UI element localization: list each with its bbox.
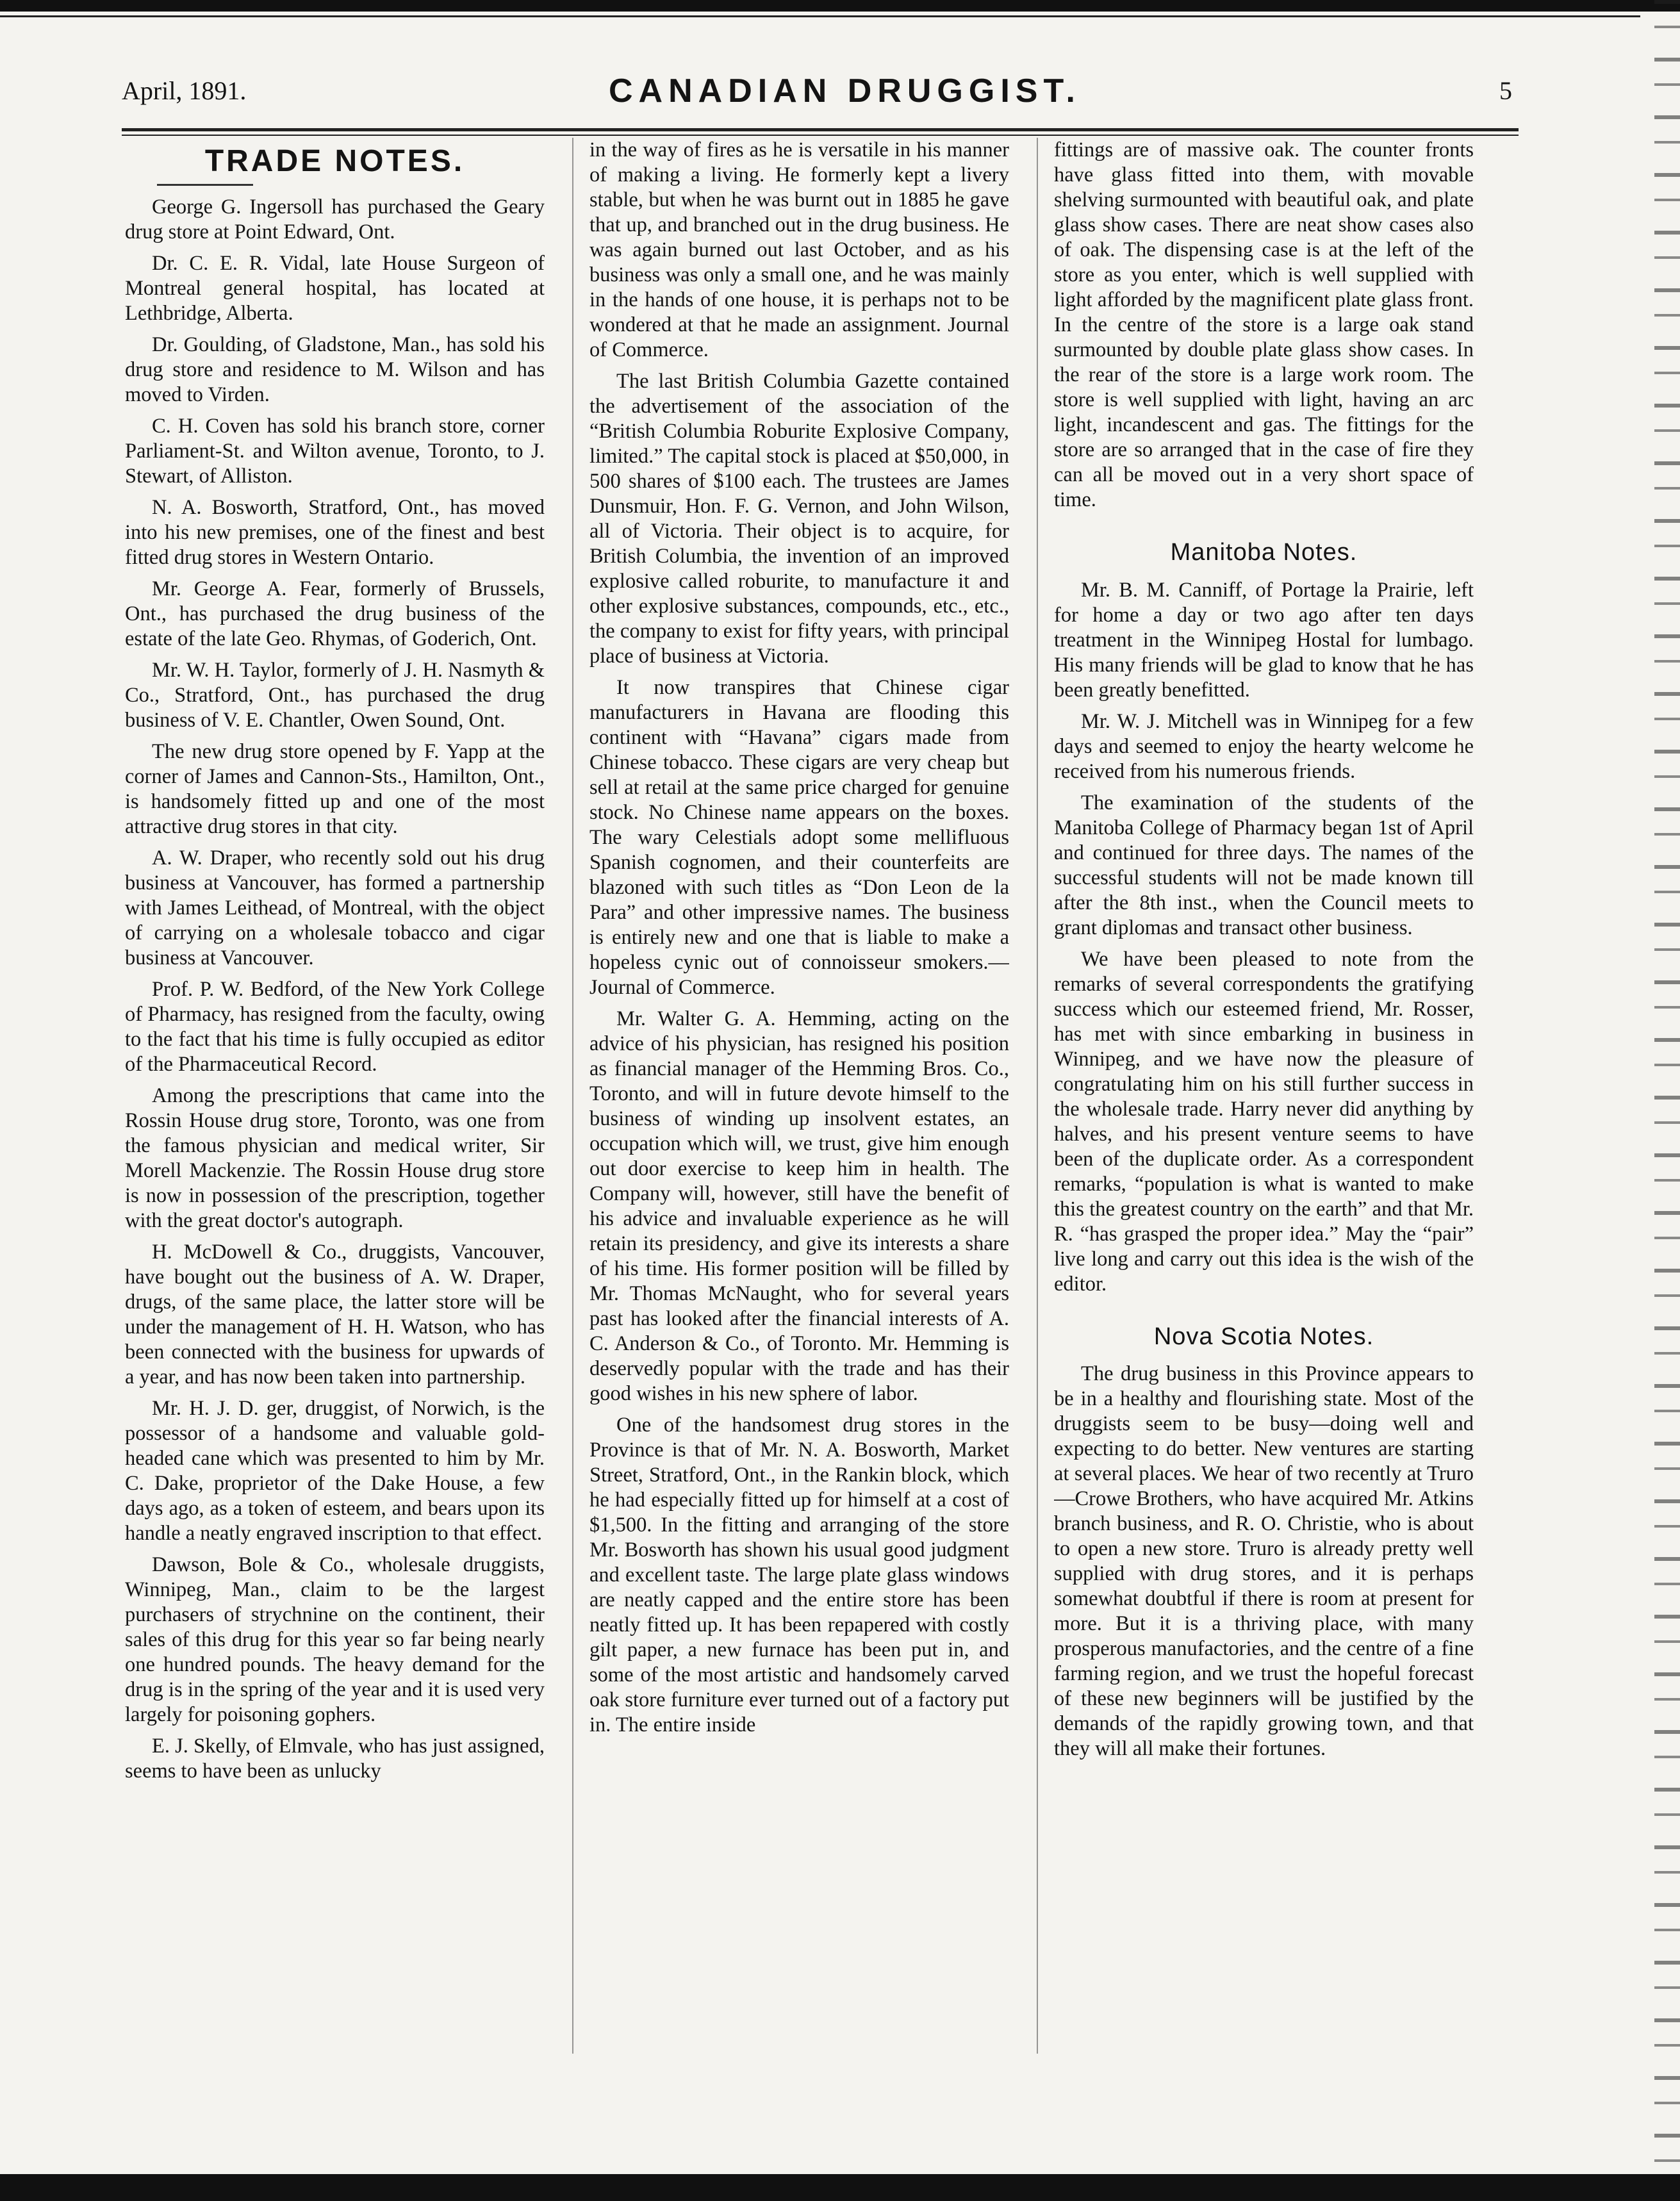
- title-rule: [157, 184, 253, 186]
- paragraph: Among the prescriptions that came into the Rossin House drug store, Toronto, was one from the famous physician and medical writer, Sir Morell Mackenzie. The Rossin House drug store is now in possession of the prescription, together with the great doctor's autograph.: [125, 1084, 545, 1232]
- section-title-nova-scotia: Nova Scotia Notes.: [1153, 1323, 1374, 1350]
- paragraph: Mr. W. J. Mitchell was in Winnipeg for a few days and seemed to enjoy the hearty welcome he received from his numerous friends.: [1054, 709, 1474, 783]
- header-rule: [122, 128, 1519, 131]
- paragraph: We have been pleased to note from the remarks of several correspondents the gratifying success which our esteemed friend, Mr. Rosser, has met with since embarking in business in Winnipeg, and we have now the pleasure of congratulating him on his still further success in the wholesale trade. Harry never did anything by halves, and his present venture seems to have been of the duplicate order. As a correspondent remarks, “population is what is wanted to make this the greatest country on the earth” and that Mr. R. “has grasped the proper idea.” May the “pair” live long and carry out this idea is the wish of the editor.: [1054, 947, 1474, 1296]
- paragraph: Mr. H. J. D. ger, druggist, of Norwich, is the possessor of a handsome and valuable gold-headed cane which was presented to him by Mr. C. Dake, proprietor of the Dake House, a few days ago, as a token of esteem, and bears upon its handle a neatly engraved inscription to that effect.: [125, 1396, 545, 1545]
- paragraph: Mr. Walter G. A. Hemming, acting on the advice of his physician, has resigned his position as financial manager of the Hemming Bros. Co., Toronto, and will in future devote himself to the business of winding up insolvent estates, an occupation which will, we trust, give him enough out door exercise to keep him in health. The Company will, however, still have the benefit of his advice and invaluable experience as he will retain its presidency, and give its interests a share of his time. His former position will be filled by Mr. Thomas McNaught, who for several years past has looked after the financial interests of A. C. Anderson & Co., of Toronto. Mr. Hemming is deservedly popular with the trade and has their good wishes in his new sphere of labor.: [589, 1007, 1009, 1405]
- paragraph: H. McDowell & Co., druggists, Vancouver, have bought out the business of A. W. Draper, drugs, of the same place, the latter store will be under the management of H. H. Watson, who has been connected with the business for upwards of a year, and has now been taken into partnership.: [125, 1240, 545, 1389]
- top-border-thin: [0, 15, 1640, 17]
- column-3: [1054, 138, 1474, 2060]
- manitoba-notes-body: [1054, 578, 1474, 1297]
- paragraph: C. H. Coven has sold his branch store, corner Parliament-St. and Wilton avenue, Toronto, to J. Stewart, of Alliston.: [125, 414, 545, 488]
- paragraph: The drug business in this Province appears to be in a healthy and flourishing state. Most of the druggists seem to be busy—doing well and expecting to do better. New ventures are starting at several places. We hear of two recently at Truro—Crowe Brothers, who have acquired Mr. Atkins branch business, and R. O. Christie, who is about to open a new store. Truro is already pretty well supplied with drug stores, and it is perhaps somewhat doubtful if there is room at present for more. But it is a thriving place, with many prosperous manufactories, and the centre of a fine farming region, and we trust the hopeful forecast of these new beginners will be justified by the demands of the rapidly growing town, and that they will all make their fortunes.: [1054, 1362, 1474, 1761]
- paragraph: It now transpires that Chinese cigar manufacturers in Havana are flooding this continent with “Havana” cigars made from Chinese tobacco. These cigars are very cheap but sell at retail at the same price charged for genuine stock. No Chinese name appears on the boxes. The wary Celestials adopt some mellifluous Spanish cognomen, and their counterfeits are blazoned with such titles as “Don Leon de la Para” and other impressive names. The business is entirely new and one that is liable to make a hopeless cynic out of connoisseur smokers.—Journal of Commerce.: [589, 676, 1009, 999]
- column-2-body: [589, 138, 1009, 1738]
- paragraph: A. W. Draper, who recently sold out his drug business at Vancouver, has formed a partnership with James Leithead, of Montreal, with the object of carrying on a wholesale tobacco and cigar business at Vancouver.: [125, 846, 545, 969]
- paragraph: Mr. George A. Fear, formerly of Brussels, Ont., has purchased the drug business of the estate of the late Geo. Rhymas, of Goderich, Ont.: [125, 577, 545, 650]
- paragraph: N. A. Bosworth, Stratford, Ont., has moved into his new premises, one of the finest and best fitted drug stores in Western Ontario.: [125, 495, 545, 569]
- paragraph: Dr. C. E. R. Vidal, late House Surgeon of Montreal general hospital, has located at Lethbridge, Alberta.: [125, 251, 545, 325]
- paragraph: Mr. B. M. Canniff, of Portage la Prairie, left for home a day or two ago after ten days treatment in the Winnipeg Hostal for lumbago. His many friends will be glad to know that he has been greatly benefitted.: [1054, 578, 1474, 702]
- column-1: [125, 138, 545, 2060]
- paragraph: E. J. Skelly, of Elmvale, who has just assigned, seems to have been as unlucky: [125, 1734, 545, 1783]
- section-title-trade-notes: TRADE NOTES.: [204, 144, 465, 178]
- section-title-manitoba: Manitoba Notes.: [1170, 539, 1358, 566]
- nova-scotia-notes-body: [1054, 1362, 1474, 1761]
- paragraph: George G. Ingersoll has purchased the Geary drug store at Point Edward, Ont.: [125, 195, 545, 243]
- paragraph: The examination of the students of the Manitoba College of Pharmacy began 1st of April and continued for three days. The names of the successful students will not be made known till after the 8th inst., when the Council meets to grant diplomas and transact other business.: [1054, 791, 1474, 939]
- scan-edge: [1654, 0, 1680, 2201]
- page-number: 5: [1499, 76, 1512, 105]
- issue-date: April, 1891.: [122, 76, 247, 105]
- paragraph: Prof. P. W. Bedford, of the New York College of Pharmacy, has resigned from the faculty, owing to the fact that his time is fully occupied as editor of the Pharmaceutical Record.: [125, 977, 545, 1076]
- top-border: [0, 0, 1680, 12]
- paragraph: One of the handsomest drug stores in the Province is that of Mr. N. A. Bosworth, Market Street, Stratford, Ont., in the Rankin block, which he had especially fitted up for himself at a cost of $1,500. In the fitting and arranging of the store Mr. Bosworth has shown his usual good judgment and excellent taste. The large plate glass windows are neatly capped and the entire store has been neatly fitted up. It has been repapered with costly gilt paper, a new furnace has been put in, and some of the most artistic and handsomely carved oak store furniture ever turned out of a factory put in. The entire inside: [589, 1414, 1009, 1736]
- bottom-border: [0, 2174, 1680, 2201]
- paragraph: Dr. Goulding, of Gladstone, Man., has sold his drug store and residence to M. Wilson and has moved to Virden.: [125, 333, 545, 406]
- paragraph: The new drug store opened by F. Yapp at the corner of James and Cannon-Sts., Hamilton, Ont., is handsomely fitted up and one of the most attractive drug stores in that city.: [125, 739, 545, 838]
- paragraph: in the way of fires as he is versatile in his manner of making a living. He formerly kept a livery stable, but when he was burnt out in 1885 he gave that up, and branched out in the drug business. He was again burned out last October, and as his business was only a small one, and he was mainly in the hands of one house, it is perhaps not to be wondered at that he made an assignment. Journal of Commerce.: [589, 138, 1009, 361]
- header-rule-thin: [122, 135, 1519, 136]
- column-3-continuation: [1054, 138, 1474, 513]
- paragraph: Dawson, Bole & Co., wholesale druggists, Winnipeg, Man., claim to be the largest purchasers of strychnine on the continent, their sales of this drug for this year so far being nearly one hundred pounds. The heavy demand for the drug is in the spring of the year and it is used very largely for poisoning gophers.: [125, 1553, 545, 1726]
- column-divider: [1037, 138, 1038, 2054]
- column-1-body: [125, 195, 545, 1784]
- column-divider: [572, 138, 573, 2054]
- publication-title: CANADIAN DRUGGIST.: [609, 72, 1081, 110]
- paragraph: The last British Columbia Gazette contained the advertisement of the association of the “British Columbia Roburite Explosive Company, limited.” The capital stock is placed at $50,000, in 500 shares of $100 each. The trustees are James Dunsmuir, Hon. F. G. Vernon, and John Wilson, all of Victoria. Their object is to acquire, for British Columbia, the invention of an improved explosive called roburite, to manufacture it and other explosive substances, compounds, etc., etc., the company to exist for fifty years, with principal place of business at Victoria.: [589, 370, 1009, 668]
- paragraph: fittings are of massive oak. The counter fronts have glass fitted into them, with movable shelving surmounted with beautiful oak, and plate glass show cases. There are neat show cases also of oak. The dispensing case is at the left of the store as you enter, which is well supplied with light afforded by the magnificent plate glass front. In the centre of the store is a large oak stand surmounted by double plate glass show cases. In the rear of the store is a large work room. The store is well supplied with light, having an arc light, incandescent and gas. The fittings for the store are so arranged that in the case of fire they can all be moved out in a very short space of time.: [1054, 138, 1474, 511]
- paragraph: Mr. W. H. Taylor, formerly of J. H. Nasmyth & Co., Stratford, Ont., has purchased the drug business of V. E. Chantler, Owen Sound, Ont.: [125, 658, 545, 732]
- column-2: [589, 138, 1009, 2060]
- running-head: [122, 72, 1512, 114]
